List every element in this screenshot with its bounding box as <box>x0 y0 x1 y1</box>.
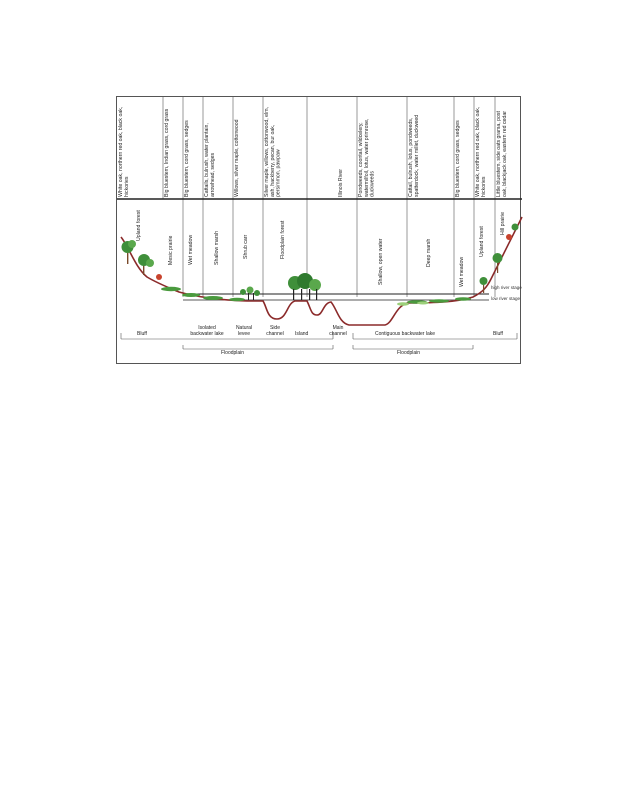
landform-side-channel: Side channel <box>266 325 284 337</box>
species-column-12: Little bluestem, side oats grama, post oak, blackjack oak, eastern red cedar <box>496 111 508 197</box>
species-column-10: Big bluestem, cord grass, sedges <box>455 120 461 197</box>
species-column-1: White oak, northern red oak, black oak, hickories <box>118 106 130 197</box>
habitat-deep-marsh: Deep marsh <box>426 238 432 267</box>
floodplain-label-left: Floodplain <box>221 350 245 356</box>
species-column-8: Pondweeds, coontail, wildcelery, watermilfoil, lotus, water primrose, duckweeds <box>358 118 376 197</box>
landform-brackets <box>121 333 517 349</box>
habitat-shallow-open-water: Shallow, open water <box>378 238 384 285</box>
species-column-2: Big bluestem, Indian grass, cord grass <box>164 108 170 197</box>
habitat-upland-forest-right: Upland forest <box>479 226 485 257</box>
species-column-4: Cattails, bulrush, water plantain, arrowhead, sedges <box>204 123 216 197</box>
floodplain-cross-section-figure <box>116 96 521 364</box>
species-column-11: White oak, northern red oak, black oak, hickories <box>475 106 487 197</box>
habitat-illinois-river: Illinois River <box>338 169 344 197</box>
landform-natural-levee: Natural levee <box>235 325 253 337</box>
habitat-upland-forest-left: Upland forest <box>136 210 142 241</box>
landform-bluff-left: Bluff <box>137 331 147 337</box>
landform-bluff-right: Bluff <box>493 331 503 337</box>
low-river-stage-label: low river stage <box>491 296 521 301</box>
floodplain-label-right: Floodplain <box>397 350 421 356</box>
habitat-shrub-carr: Shrub carr <box>243 234 249 259</box>
habitat-wet-meadow-right: Wet meadow <box>459 256 465 287</box>
landform-contiguous-backwater-lake: Contiguous backwater lake <box>375 331 436 337</box>
landform-main-channel: Main channel <box>329 325 347 337</box>
landform-isolated-backwater-lake: Isolated backwater lake <box>190 325 224 337</box>
left-forest-trees <box>122 240 163 280</box>
landform-island: Island <box>295 331 309 337</box>
habitat-floodplain-forest: Floodplain forest <box>280 220 286 259</box>
species-column-5: Willows, silver maple, cottonwood <box>234 119 240 197</box>
species-column-9: Cattail, bulrush, lotus, pondweeds, spatterdock, water millet, duckweed <box>408 114 420 197</box>
habitat-hill-prairie: Hill prairie <box>500 211 506 235</box>
habitat-shallow-marsh: Shallow marsh <box>214 230 220 265</box>
floodplain-forest-trees <box>240 273 321 300</box>
habitat-wet-meadow-left: Wet meadow <box>188 234 194 265</box>
species-column-6: Silver maple, willows, cottonwood, elm, ash, hackberry, pecan, bur oak, persimmon, pawpaw <box>264 107 282 197</box>
habitat-mesic-prairie: Mesic prairie <box>168 235 174 265</box>
species-column-3: Big bluestem, cord grass, sedges <box>184 120 190 197</box>
high-river-stage-label: high river stage <box>491 285 522 290</box>
